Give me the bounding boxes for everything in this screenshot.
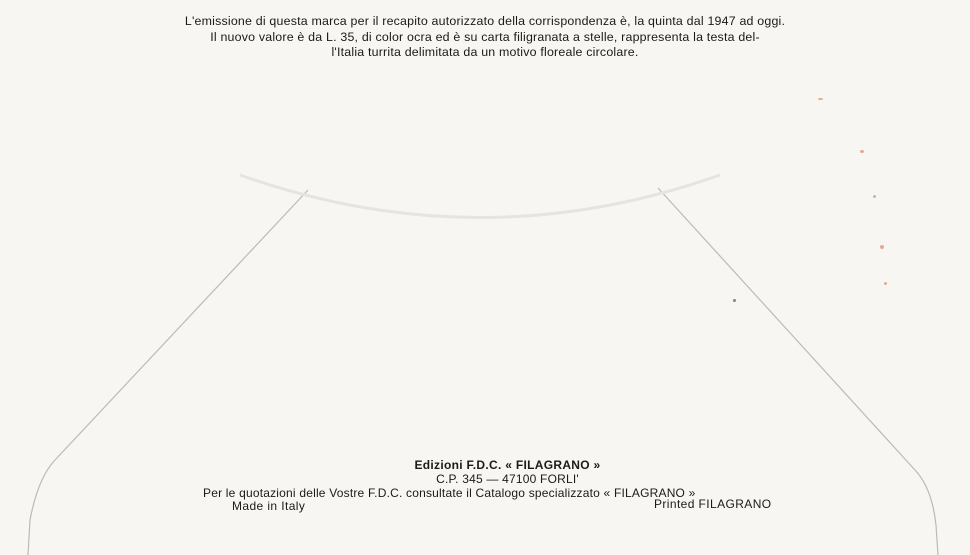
stain-speck (880, 245, 884, 249)
publisher-name: Edizioni F.D.C. « FILAGRANO » (414, 458, 601, 472)
stain-speck (818, 98, 823, 100)
stain-speck (884, 282, 887, 285)
intro-line-1: L'emissione di questa marca per il recapito autorizzato della corrispondenza è, la quinta dal 1947 ad oggi. (184, 14, 786, 28)
printed-by: Printed FILAGRANO (654, 497, 772, 511)
stain-speck (860, 150, 864, 153)
intro-paragraph (0, 14, 970, 61)
publisher-block (0, 459, 970, 486)
intro-line-3: l'Italia turrita delimitata da un motivo floreale circolare. (331, 45, 639, 59)
catalog-note: Per le quotazioni delle Vostre F.D.C. consultate il Catalogo specializzato « FILAGRANO » (203, 486, 696, 500)
publisher-address: C.P. 345 — 47100 FORLI' (436, 471, 579, 486)
stain-speck (733, 299, 736, 302)
made-in-italy: Made in Italy (232, 499, 306, 513)
intro-line-2: Il nuovo valore è da L. 35, di color ocra ed è su carta filigranata a stelle, rappresenta la testa del- (210, 29, 760, 44)
stain-speck (873, 195, 876, 198)
